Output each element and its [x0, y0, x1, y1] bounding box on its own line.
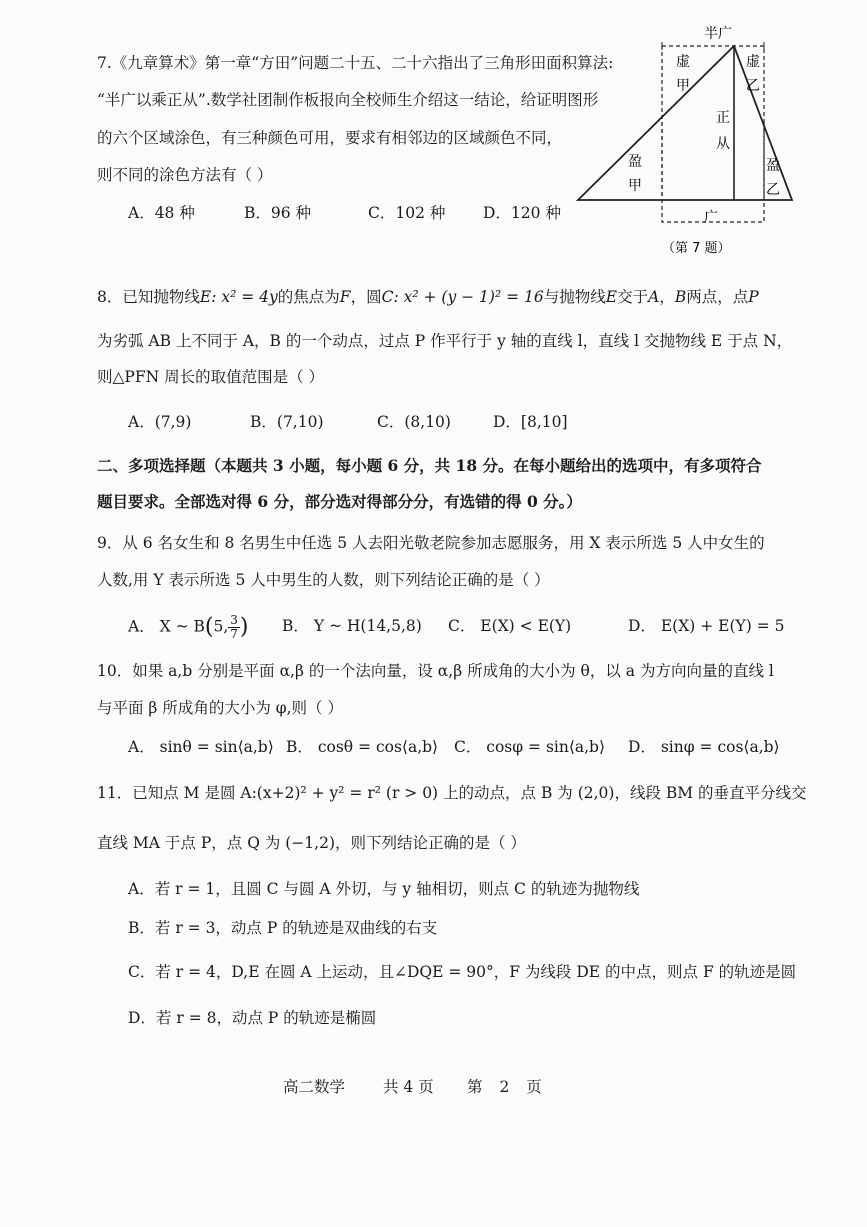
q11-option-b: B．若 r = 3，动点 P 的轨迹是双曲线的右支 [128, 919, 438, 937]
q8-line2: 为劣弧 AB 上不同于 A，B 的一个动点，过点 P 作平行于 y 轴的直线 l，直线 l 交抛物线 E 于点 N， [97, 332, 793, 350]
q9-option-a-text: A． X ~ B [128, 617, 205, 636]
label-surplus-b-1: 盈 [766, 158, 780, 174]
q10-option-b: B． cosθ = cos⟨a,b⟩ [286, 738, 439, 756]
q11-option-d: D．若 r = 8，动点 P 的轨迹是椭圆 [128, 1009, 377, 1027]
dashed-rectangle [662, 46, 764, 222]
q11-line2: 直线 MA 于点 P，点 Q 为 (−1,2)，则下列结论正确的是（ ） [97, 834, 526, 852]
q8-circle-equation: : x² + (y − 1)² = 16 [393, 288, 544, 306]
fraction-denominator: 7 [230, 627, 238, 641]
q7-option-c: C．102 种 [368, 204, 446, 222]
label-virtual-b-2: 乙 [746, 78, 760, 94]
q7-line3: 的六个区域涂色，有三种颜色可用，要求有相邻边的区域颜色不同， [97, 129, 563, 147]
label-surplus-a-2: 甲 [628, 178, 642, 194]
figure-caption: （第 7 题） [662, 241, 731, 256]
q8-text: ， [659, 288, 675, 306]
q9-option-a-fraction [228, 614, 240, 641]
footer-page-number [467, 1075, 542, 1097]
footer-page-value: 2 [499, 1078, 510, 1096]
label-center-1: 正 [716, 110, 730, 126]
q8-line3: 则△PFN 周长的取值范围是（ ） [97, 368, 325, 386]
q7-option-d: D．120 种 [483, 204, 561, 222]
q9-option-c: C． E(X) < E(Y) [448, 617, 572, 635]
q8-text: 两点，点 [686, 288, 749, 306]
label-virtual-a-2: 甲 [676, 78, 690, 94]
q8-text: ，圆 [350, 288, 382, 306]
q10-line2: 与平面 β 所成角的大小为 φ,则（ ） [97, 699, 343, 717]
q8-text: 交于 [617, 288, 649, 306]
fraction-numerator: 3 [230, 613, 238, 627]
q9-line2: 人数,用 Y 表示所选 5 人中男生的人数，则下列结论正确的是（ ） [97, 571, 550, 589]
q7-line1: 7.《九章算术》第一章“方田”问题二十五、二十六指出了三角形田面积算法: [97, 54, 614, 72]
q8-option-a: A．(7,9) [128, 413, 192, 431]
q8-var-c: C [381, 288, 394, 306]
q8-text: 的焦点为 [277, 288, 340, 306]
footer-total-pages: 共 4 页 [383, 1078, 434, 1096]
q11-line1: 11．已知点 M 是圆 A:(x+2)² + y² = r² (r > 0) 上的动点，点 B 为 (2,0)，线段 BM 的垂直平分线交 [97, 784, 807, 802]
q8-var-p: P [748, 288, 759, 306]
q10-option-a: A． sinθ = sin⟨a,b⟩ [128, 738, 274, 756]
q8-option-c: C．(8,10) [377, 413, 451, 431]
q7-line2: “半广以乘正从”.数学社团制作板报向全校师生介绍这一结论，给证明图形 [97, 91, 599, 109]
q8-var-e: E [199, 288, 212, 306]
q8-text: 8．已知抛物线 [97, 288, 200, 306]
q9-option-a-n: 5, [213, 617, 229, 636]
q8-var-a: A [648, 288, 660, 306]
q10-option-c: C． cosφ = sin⟨a,b⟩ [454, 738, 606, 756]
footer-page-prefix: 第 [467, 1078, 483, 1096]
label-surplus-b-2: 乙 [766, 182, 780, 198]
q9-option-a: A． X ~ B(5, $\frac{3}{7}$ ) [128, 613, 249, 641]
label-virtual-b-1: 虚 [746, 54, 760, 70]
q10-line1: 10．如果 a,b 分别是平面 α,β 的一个法向量，设 α,β 所成角的大小为 θ，以 a 为方向向量的直线 l [97, 662, 774, 680]
label-half-width: 半广 [704, 26, 732, 42]
q8-option-d: D．[8,10] [493, 413, 568, 431]
q7-line4: 则不同的涂色方法有（ ） [97, 166, 273, 184]
q11-option-c: C．若 r = 4，D,E 在圆 A 上运动，且∠DQE = 90°，F 为线段 DE 的中点，则点 F 的轨迹是圆 [128, 963, 797, 981]
section-2-heading-line2: 题目要求。全部选对得 6 分，部分选对得部分分，有选错的得 0 分。） [97, 492, 582, 511]
q9-option-d: D． E(X) + E(Y) = 5 [628, 617, 785, 635]
q8-text: 与抛物线 [543, 288, 606, 306]
label-center-2: 从 [716, 136, 730, 152]
label-width: 广 [704, 210, 718, 226]
q7-figure-svg [570, 22, 800, 258]
q9-option-b: B． Y ~ H(14,5,8) [282, 617, 422, 635]
label-virtual-a-1: 虚 [676, 54, 690, 70]
footer-subject: 高二数学 [283, 1078, 346, 1096]
q7-option-b: B．96 种 [244, 204, 312, 222]
section-2-heading-line1: 二、多项选择题（本题共 3 小题，每小题 6 分，共 18 分。在每小题给出的选项中，有多项符合 [97, 456, 762, 475]
q8-option-b: B．(7,10) [250, 413, 324, 431]
q8-var-e: E [605, 288, 618, 306]
label-surplus-a-1: 盈 [628, 154, 642, 170]
q7-option-a: A．48 种 [128, 204, 195, 222]
q8-var-b: B [674, 288, 687, 306]
q10-option-d: D． sinφ = cos⟨a,b⟩ [628, 738, 780, 756]
q8-parabola-equation: : x² = 4y [211, 288, 278, 306]
q11-option-a: A．若 r = 1，且圆 C 与圆 A 外切，与 y 轴相切，则点 C 的轨迹为抛物线 [128, 880, 640, 898]
q8-var-f: F [339, 288, 351, 306]
q9-line1: 9．从 6 名女生和 8 名男生中任选 5 人去阳光敬老院参加志愿服务，用 X 表示所选 5 人中女生的 [97, 534, 765, 552]
footer-page-suffix: 页 [526, 1078, 542, 1096]
q7-figure [570, 22, 800, 258]
q8-line1 [97, 287, 759, 307]
